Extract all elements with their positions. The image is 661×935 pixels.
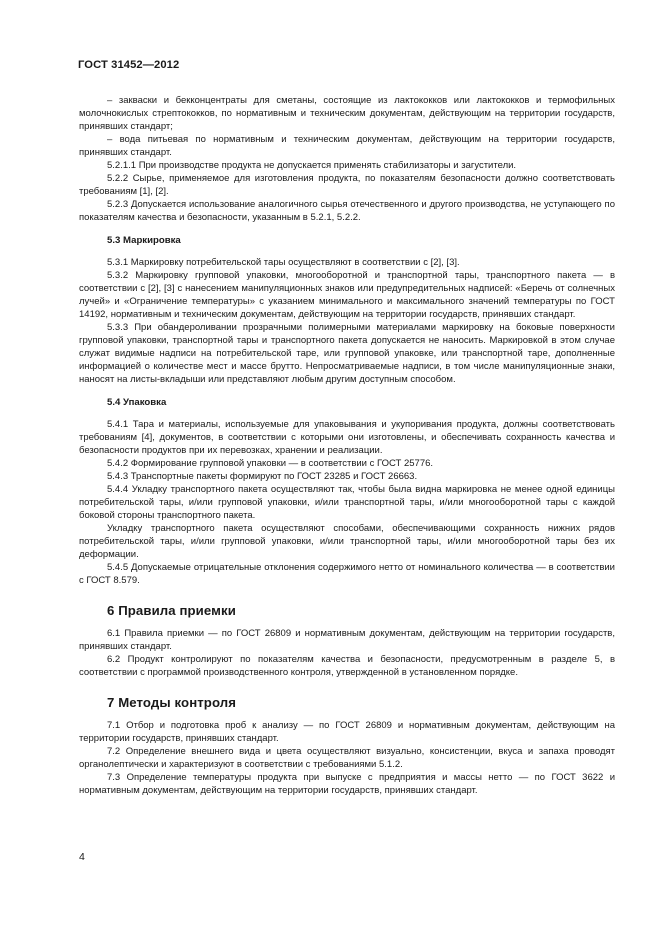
document-body	[79, 94, 615, 797]
paragraph: 5.3.1 Маркировку потребительской тары осуществляют в соответствии с [2], [3].	[107, 257, 460, 268]
paragraph: 5.4.5 Допускаемые отрицательные отклонения содержимого нетто от номинального количества — в соответствии с ГОСТ 8.579.	[79, 562, 615, 586]
paragraph: 5.3.3 При обандероливании прозрачными полимерными материалами маркировку на боковые поверхности групповой упаковки, транспортной тары и транспортного пакета допускается не наносить. Маркировкой в этом случае служат видимые надписи на потребительской таре, или групповой упаковке, или транспортной таре, дополненные информацией о количестве мест и массе брутто. Непросматриваемые надписи, в том числе манипуляционные знаки, наносят на листы-вкладыши или представляют любым другим доступным способом.	[79, 322, 615, 385]
paragraph: 5.4.4 Укладку транспортного пакета осуществляют так, чтобы была видна маркировка не менее одной единицы потребительской тары, и/или групповой упаковки, и/или транспортной тары, и/или многооборотной тары с каждой боковой стороны транспортного пакета.	[79, 484, 615, 521]
paragraph: 5.2.1.1 При производстве продукта не допускается применять стабилизаторы и загустители.	[107, 160, 517, 171]
subsection-heading: 5.4 Упаковка	[107, 397, 167, 408]
paragraph: 5.4.2 Формирование групповой упаковки — в соответствии с ГОСТ 25776.	[107, 458, 434, 469]
paragraph: 7.3 Определение температуры продукта при выпуске с предприятия и массы нетто — по ГОСТ 3622 и нормативным документам, действующим на территории государств, принявших стандарт.	[79, 772, 615, 796]
paragraph: 6.2 Продукт контролируют по показателям качества и безопасности, предусмотренным в разделе 5, в соответствии с программой производственного контроля, утвержденной в установленном порядке.	[79, 654, 615, 678]
paragraph: 5.2.2 Сырье, применяемое для изготовления продукта, по показателям безопасности должно соответствовать требованиям [1], [2].	[79, 173, 615, 197]
paragraph: 7.1 Отбор и подготовка проб к анализу — по ГОСТ 26809 и нормативным документам, действующим на территории государств, принявших стандарт.	[79, 720, 615, 744]
paragraph: Укладку транспортного пакета осуществляют способами, обеспечивающими сохранность нижних рядов потребительской тары, и/или групповой упаковки, и/или транспортной тары, и/или многооборотной тары без их деформации.	[79, 523, 615, 560]
paragraph: – закваски и бекконцентраты для сметаны, состоящие из лактококков или лактококков и термофильных молочнокислых стрептококков, по нормативным и техническим документам, действующим на территории государств, принявших стандарт;	[79, 95, 615, 132]
paragraph: 5.4.1 Тара и материалы, используемые для упаковывания и укупоривания продукта, должны соответствовать требованиям [4], документов, в соответствии с которыми они изготовлены, и обеспечивать сохранность качества и безопасности продуктов при их перевозках, хранении и реализации.	[79, 419, 615, 456]
paragraph: 5.3.2 Маркировку групповой упаковки, многооборотной и транспортной тары, транспортного пакета — в соответствии с [2], [3] с нанесением манипуляционных знаков или предупредительных надписей: «Беречь от солнечных лучей» и «Ограничение температуры» с указанием минимального и максимального значений температуры по ГОСТ 14192, нормативным и техническим документам, действующим на территории государств, принявших стандарт.	[79, 270, 615, 320]
page-number: 4	[79, 851, 85, 863]
paragraph: 7.2 Определение внешнего вида и цвета осуществляют визуально, консистенции, вкуса и запаха проводят органолептически и характеризуют в соответствии с требованиями 5.1.2.	[79, 746, 615, 770]
paragraph: 5.4.3 Транспортные пакеты формируют по ГОСТ 23285 и ГОСТ 26663.	[107, 471, 418, 482]
section-heading: 7 Методы контроля	[107, 695, 237, 710]
section-heading: 6 Правила приемки	[107, 603, 236, 618]
subsection-heading: 5.3 Маркировка	[107, 235, 181, 246]
paragraph: 5.2.3 Допускается использование аналогичного сырья отечественного и другого производства, не уступающего по показателям качества и безопасности, указанным в 5.2.1, 5.2.2.	[79, 199, 615, 223]
paragraph: – вода питьевая по нормативным и техническим документам, действующим на территории государств, принявших стандарт.	[79, 134, 615, 158]
document-header: ГОСТ 31452—2012	[78, 59, 180, 71]
paragraph: 6.1 Правила приемки — по ГОСТ 26809 и нормативным документам, действующим на территории государств, принявших стандарт.	[79, 628, 615, 652]
